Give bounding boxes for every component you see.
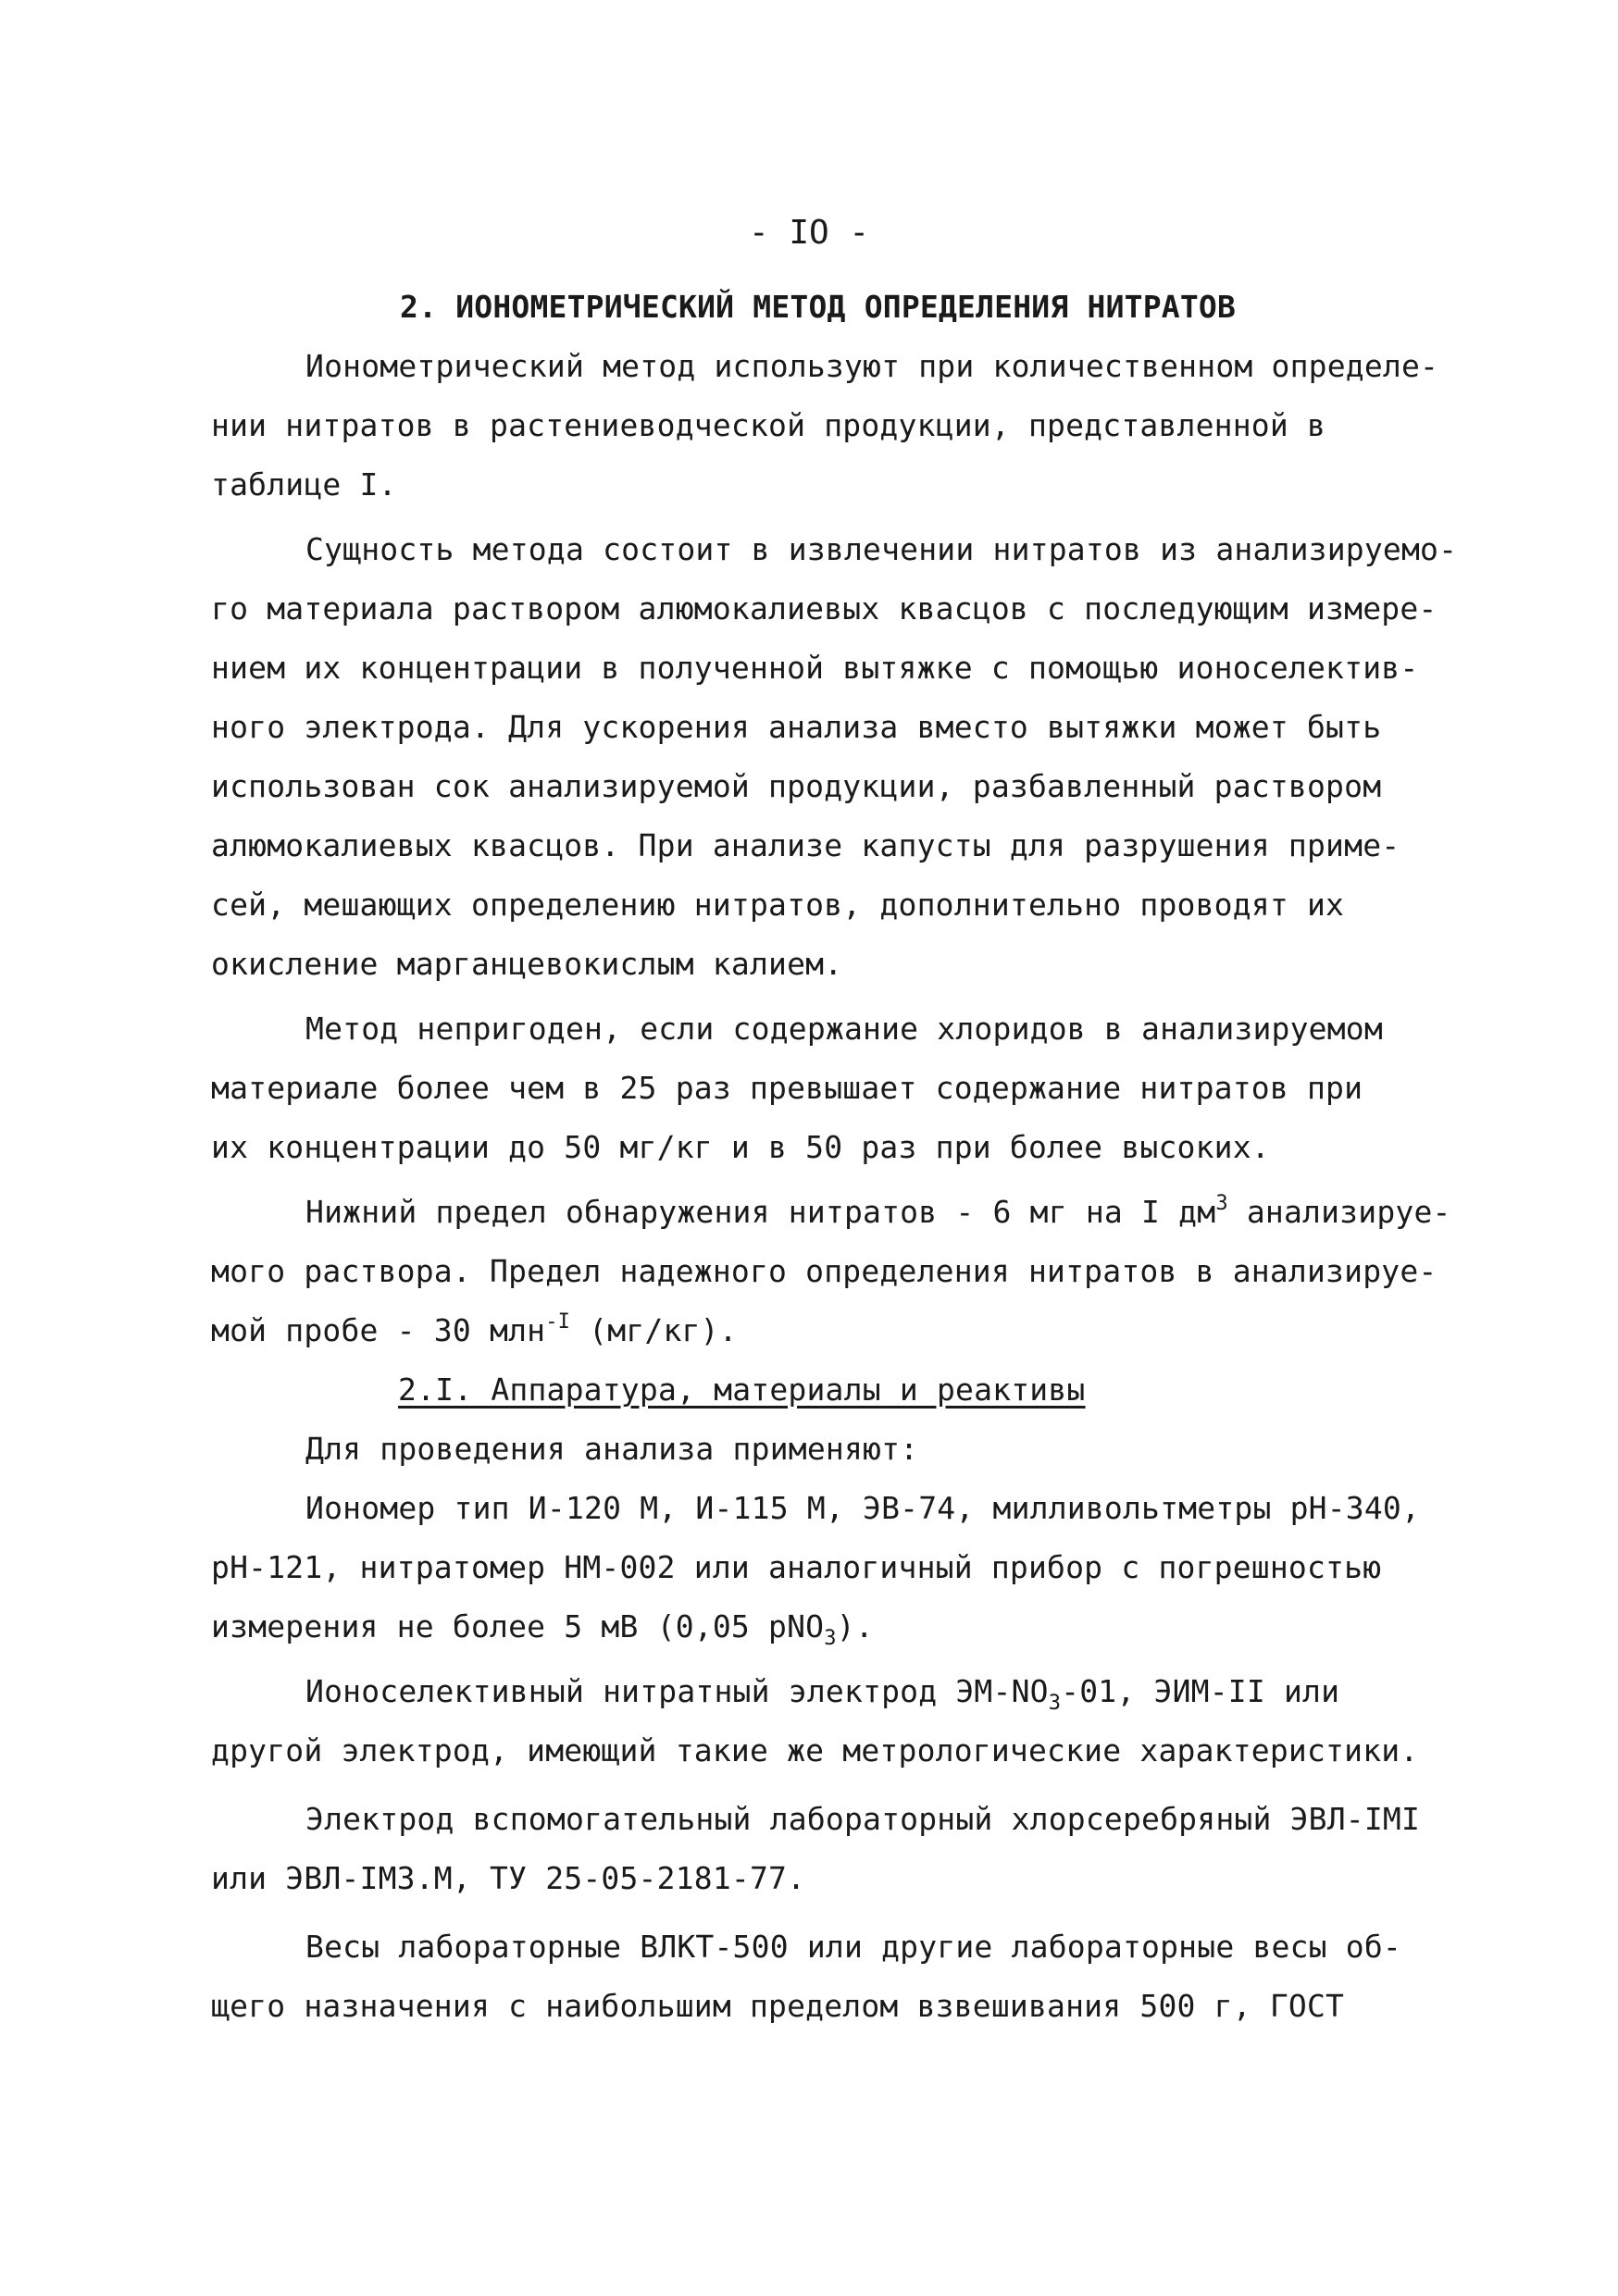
subscript: 3: [824, 1627, 837, 1650]
paragraph-line: го материала раствором алюмокалиевых квасцов с последующим измере-: [211, 590, 1438, 627]
paragraph-line: таблице I.: [211, 466, 397, 503]
paragraph-line: сей, мешающих определению нитратов, дополнительно проводят их: [211, 887, 1345, 923]
text-segment: мой пробе - 30 млн: [211, 1312, 546, 1348]
text-segment: (мг/кг).: [570, 1312, 738, 1348]
paragraph-line: Электрод вспомогательный лабораторный хлорсеребряный ЭВЛ-IМI: [305, 1801, 1421, 1837]
paragraph-line: их концентрации до 50 мг/кг и в 50 раз при более высоких.: [211, 1129, 1270, 1165]
paragraph-line: Сущность метода состоит в извлечении нитратов из анализируемо-: [305, 531, 1458, 567]
paragraph-line: использован сок анализируемой продукции, разбавленный раствором: [211, 768, 1382, 804]
paragraph-line: ного электрода. Для ускорения анализа вместо вытяжки может быть: [211, 709, 1382, 745]
paragraph-line: или ЭВЛ-IМ3.М, ТУ 25-05-2181-77.: [211, 1860, 806, 1896]
text-segment: Ионоселективный нитратный электрод ЭМ-NO: [305, 1673, 1049, 1709]
paragraph-line: [211, 1312, 738, 1349]
superscript: 3: [1215, 1192, 1228, 1215]
section-heading: 2. ИОНОМЕТРИЧЕСКИЙ МЕТОД ОПРЕДЕЛЕНИЯ НИТРАТОВ: [400, 289, 1237, 325]
paragraph-line: другой электрод, имеющий такие же метрологические характеристики.: [211, 1732, 1419, 1769]
paragraph-line: Для проведения анализа применяют:: [305, 1431, 919, 1467]
text-segment: анализируе-: [1227, 1194, 1451, 1230]
paragraph-line: щего назначения с наибольшим пределом взвешивания 500 г, ГОСТ: [211, 1988, 1345, 2024]
paragraph-line: [211, 1608, 874, 1650]
text-segment: ).: [836, 1608, 874, 1644]
paragraph-line: окисление марганцевокислым калием.: [211, 946, 843, 982]
paragraph-line: нии нитратов в растениеводческой продукции, представленной в: [211, 407, 1326, 443]
paragraph-line: Метод непригоден, если содержание хлоридов в анализируемом: [305, 1011, 1383, 1047]
paragraph-line: [305, 1673, 1340, 1715]
text-segment: измерения не более 5 мВ (0,05 рNO: [211, 1608, 825, 1644]
paragraph-line: материале более чем в 25 раз превышает содержание нитратов при: [211, 1070, 1363, 1106]
paragraph-line: рН-121, нитратомер НМ-002 или аналогичный прибор с погрешностью: [211, 1549, 1382, 1585]
paragraph-line: нием их концентрации в полученной вытяжке с помощью ионоселектив-: [211, 650, 1419, 686]
paragraph-line: алюмокалиевых квасцов. При анализе капусты для разрушения приме-: [211, 827, 1400, 863]
text-segment: Нижний предел обнаружения нитратов - 6 мг на I дм: [305, 1194, 1216, 1230]
page-number: - IO -: [748, 214, 870, 252]
subscript: 3: [1048, 1692, 1062, 1715]
paragraph-line: Весы лабораторные ВЛКТ-500 или другие лабораторные весы об-: [305, 1929, 1401, 1965]
paragraph-line: [305, 1194, 1451, 1231]
text-segment: -01, ЭИМ-II или: [1061, 1673, 1340, 1709]
paragraph-line: Иономер тип И-120 М, И-115 М, ЭВ-74, милливольтметры рН-340,: [305, 1490, 1421, 1526]
subsection-heading: 2.I. Аппаратура, материалы и реактивы: [398, 1371, 1086, 1408]
paragraph-line: Ионометрический метод используют при количественном определе-: [305, 348, 1439, 384]
paragraph-line: мого раствора. Предел надежного определения нитратов в анализируе-: [211, 1253, 1438, 1289]
superscript: -I: [545, 1310, 571, 1334]
